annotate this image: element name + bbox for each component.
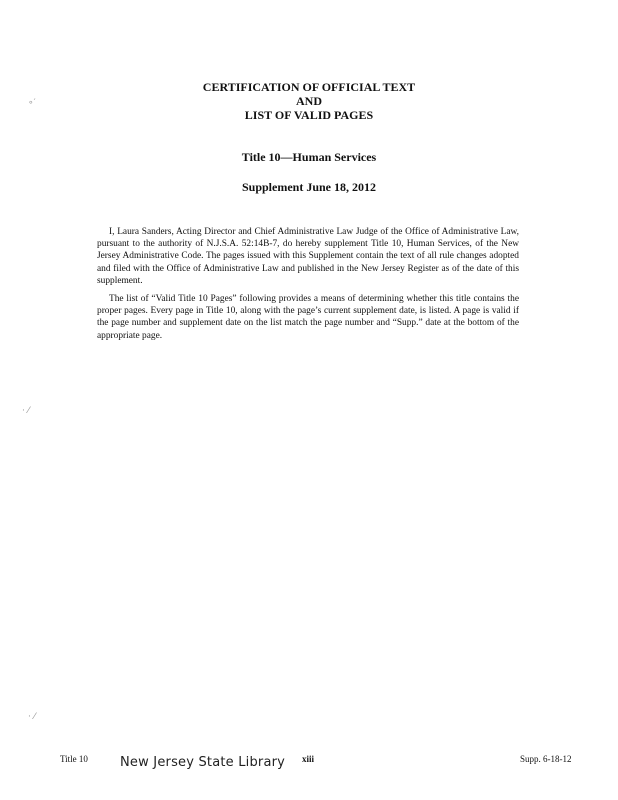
library-stamp: New Jersey State Library [120, 755, 286, 770]
scan-mark: ∘′ [28, 98, 36, 108]
footer-title: Title 10 [60, 754, 88, 764]
scan-mark: · ⁄ [22, 406, 30, 416]
certification-heading-line-3: LIST OF VALID PAGES [244, 108, 374, 122]
footer-page-number: xiii [302, 754, 315, 764]
supplement-date-heading: Supplement June 18, 2012 [241, 180, 377, 194]
certification-heading-line-1: CERTIFICATION OF OFFICIAL TEXT [202, 80, 416, 94]
scan-mark: · ⁄ [28, 712, 36, 722]
certification-paragraph: I, Laura Sanders, Acting Director and Chief Administrative Law Judge of the Office of Administrative Law, pursuant to the authority of N.J.S.A. 52:14B-7, do hereby supplement Title 10, Human Services, of the New Jersey Administrative Code. The pages issued with this Supplement contain the text of all rule changes adopted and filed with the Office of Administrative Law and published in the New Jersey Register as of the date of this supplement. [97, 227, 519, 286]
valid-pages-paragraph: The list of “Valid Title 10 Pages” following provides a means of determining whether this title contains the proper pages. Every page in Title 10, along with the page’s current supplement date, is listed. A page is valid if the page number and supplement date on the list match the page number and “Supp.” date at the bottom of the appropriate page. [97, 294, 519, 341]
footer-supplement-date: Supp. 6-18-12 [520, 754, 572, 764]
title-heading: Title 10—Human Services [241, 150, 377, 164]
certification-heading-line-2: AND [296, 94, 322, 108]
